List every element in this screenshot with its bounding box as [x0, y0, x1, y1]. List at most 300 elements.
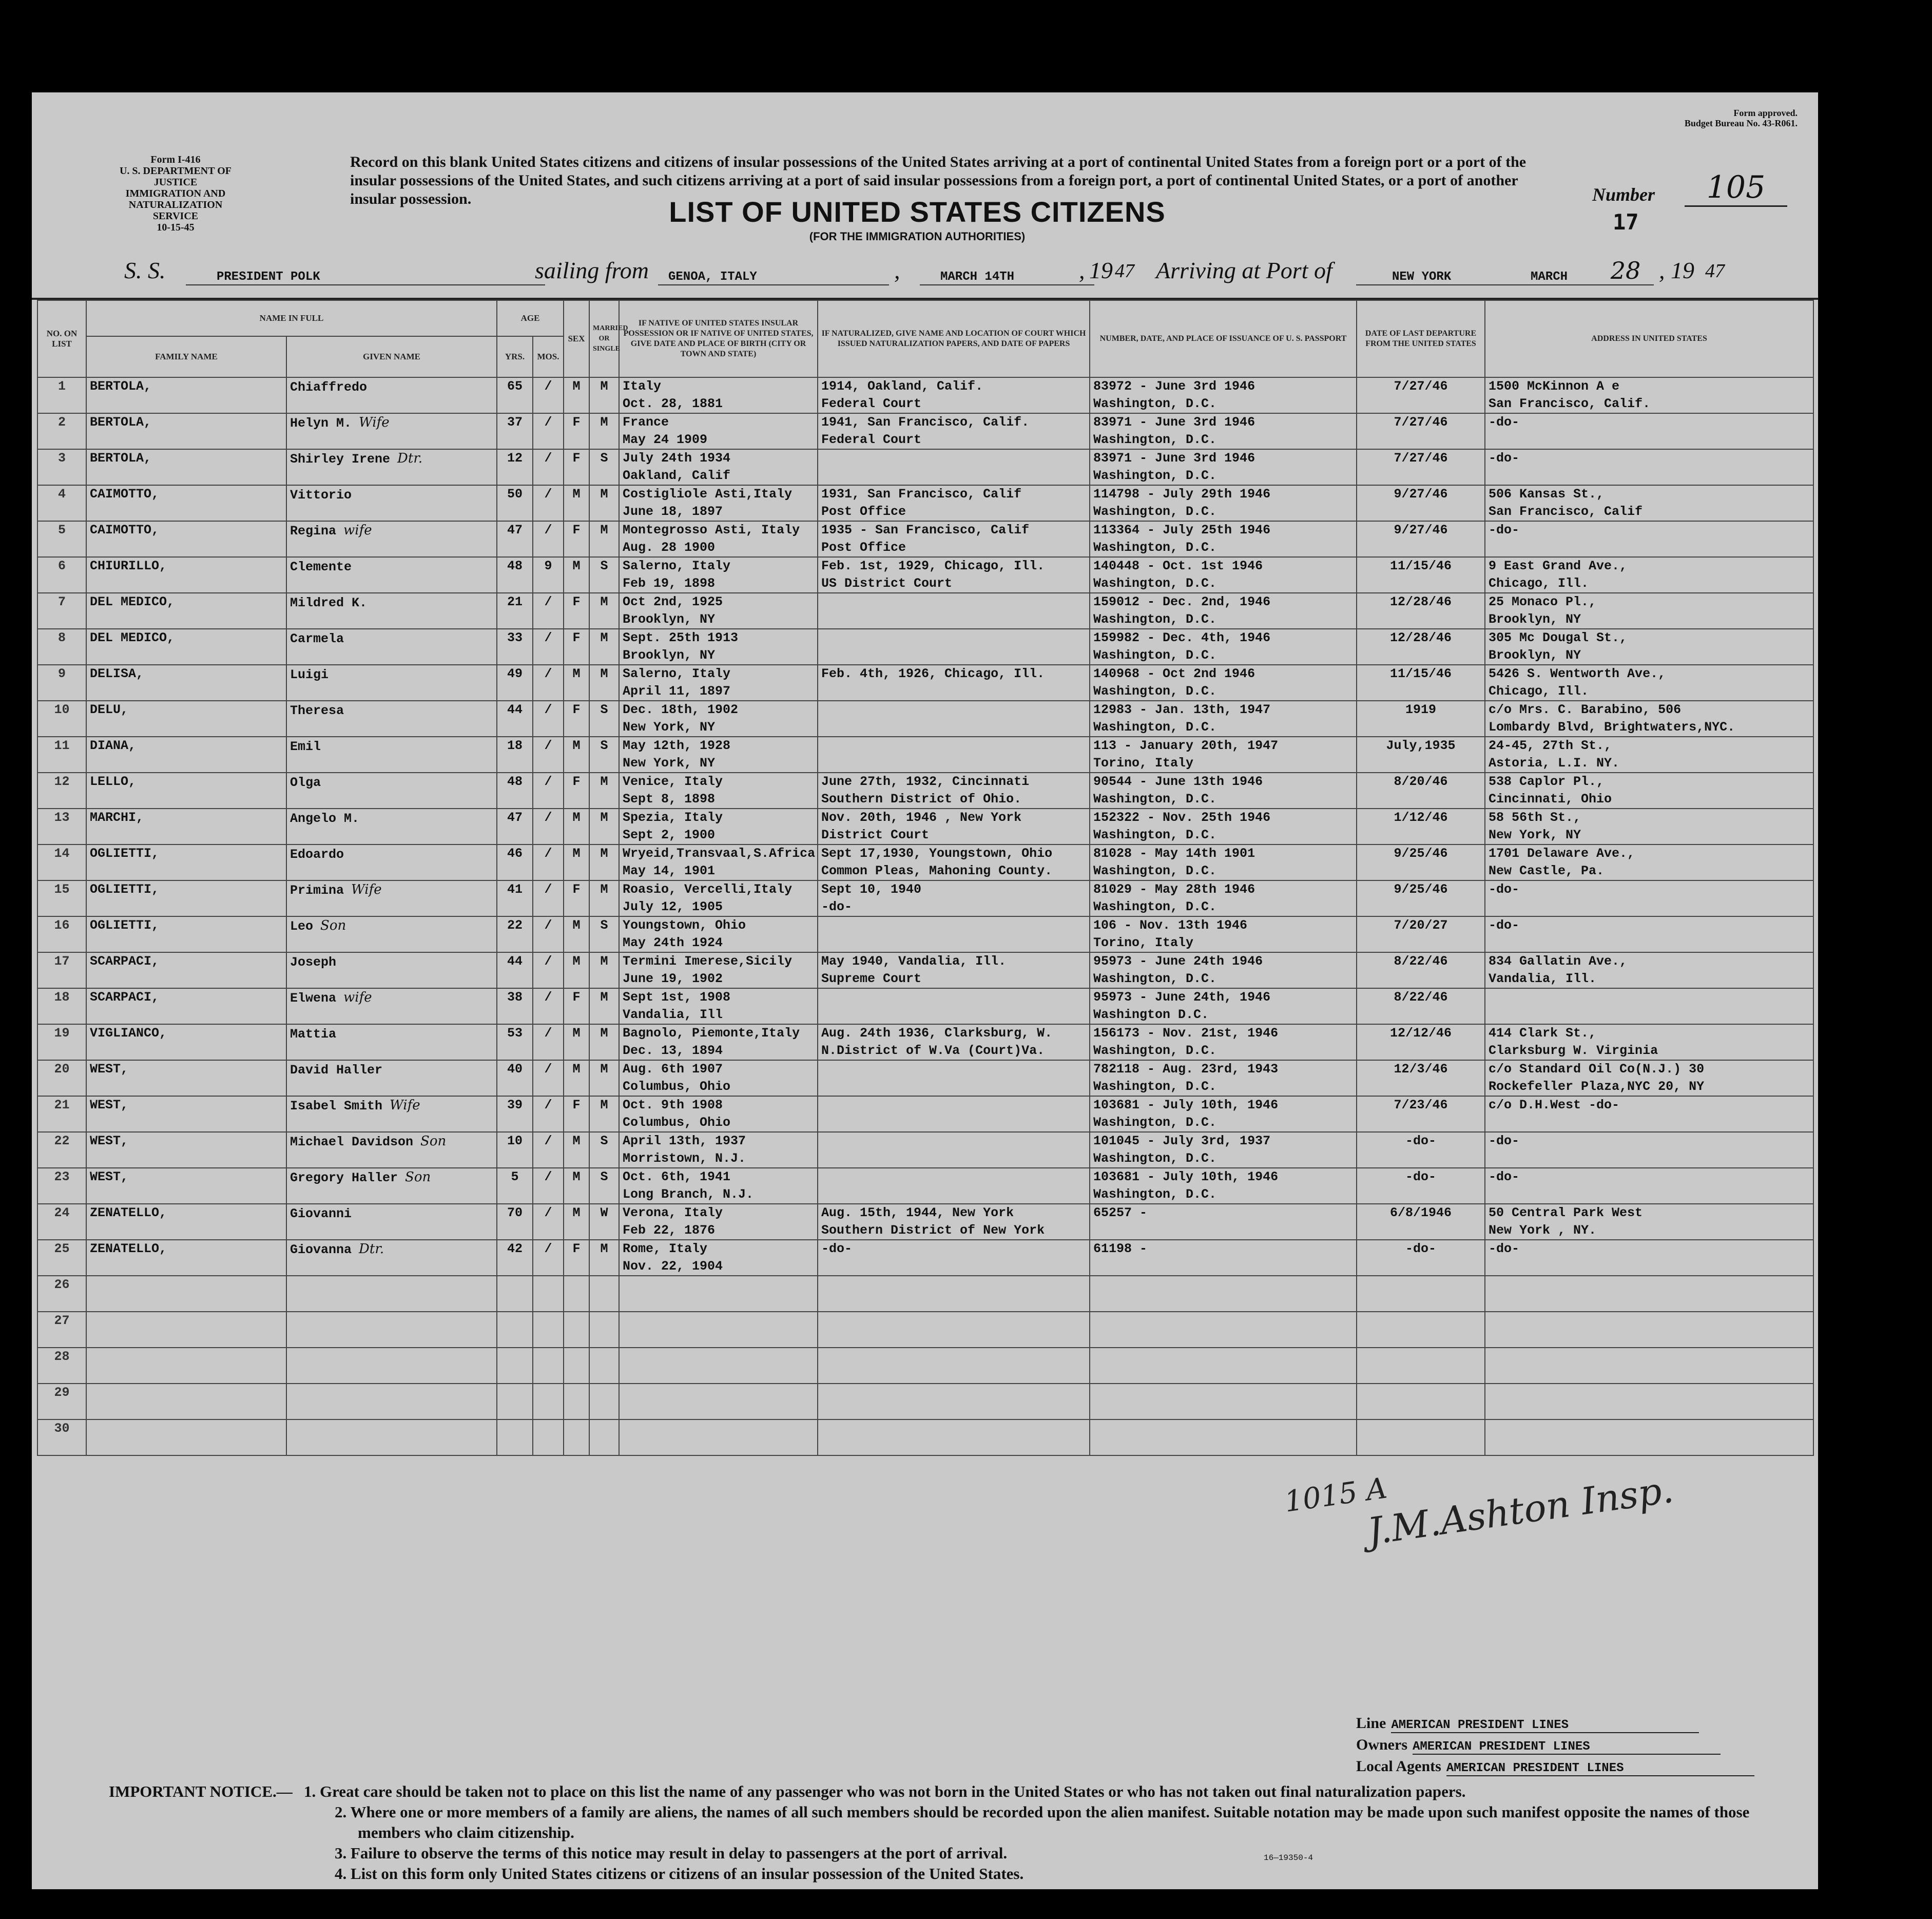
naturalization-info — [818, 1024, 1090, 1060]
naturalization-info-line-2: Southern District of Ohio. — [821, 792, 1022, 807]
naturalization-info — [818, 1060, 1090, 1096]
marital-status: M — [589, 880, 619, 916]
marital-status: M — [589, 665, 619, 701]
us-address — [1485, 557, 1813, 593]
given-name-text: Vittorio — [290, 488, 352, 503]
relation-note: wife — [343, 523, 372, 538]
passport-info-line-2: Washington D.C. — [1093, 1007, 1209, 1022]
marital-status: M — [589, 1240, 619, 1276]
age-years: 50 — [497, 485, 533, 521]
passport-info-line-2: Washington, D.C. — [1093, 863, 1217, 878]
passport-info-line-2: Washington, D.C. — [1093, 899, 1217, 914]
marital-status: M — [589, 1060, 619, 1096]
passport-info-line-2: Washington, D.C. — [1093, 828, 1217, 842]
marital-status — [589, 1348, 619, 1384]
passport-info-line-2: Washington, D.C. — [1093, 1079, 1217, 1094]
birth-info — [619, 737, 818, 773]
birth-info — [619, 1024, 818, 1060]
passport-info — [1090, 1132, 1357, 1168]
marital-status: M — [589, 1024, 619, 1060]
us-address-line-2: Brooklyn, NY — [1489, 648, 1581, 663]
marital-status: S — [589, 557, 619, 593]
given-name-text: Theresa — [290, 703, 344, 718]
naturalization-info — [818, 449, 1090, 485]
birth-info-line-1: Rome, Italy — [623, 1241, 708, 1256]
col-header-name-in-full: NAME IN FULL — [86, 300, 497, 336]
passport-info — [1090, 485, 1357, 521]
passport-info-line-1: 140448 - Oct. 1st 1946 — [1093, 559, 1263, 573]
notice-4: 4. List on this form only United States citizens or citizens of an insular possession of the United States. — [335, 1865, 1024, 1883]
age-months: / — [533, 845, 564, 880]
marital-status: M — [589, 593, 619, 629]
passport-info — [1090, 1276, 1357, 1312]
family-name — [86, 1419, 286, 1455]
sex: F — [564, 773, 589, 809]
given-name — [286, 916, 497, 952]
table-row — [37, 557, 1813, 593]
sex: M — [564, 1132, 589, 1168]
passport-info-line-2: Washington, D.C. — [1093, 504, 1217, 519]
age-years: 10 — [497, 1132, 533, 1168]
us-address-line-2: Vandalia, Ill. — [1489, 971, 1597, 986]
given-name-text: Olga — [290, 775, 321, 790]
passport-info — [1090, 1024, 1357, 1060]
col-header-naturalized: IF NATURALIZED, GIVE NAME AND LOCATION OF COURT WHICH ISSUED NATURALIZATION PAPERS, AND DATE OF PAPERS — [818, 300, 1090, 377]
row-number: 7 — [37, 593, 86, 629]
passport-info — [1090, 845, 1357, 880]
birth-info-line-2: April 11, 1897 — [623, 684, 731, 699]
marital-status: M — [589, 952, 619, 988]
relation-note: Son — [420, 1134, 447, 1149]
age-years: 53 — [497, 1024, 533, 1060]
birth-info-line-2: New York, NY — [623, 720, 716, 735]
last-departure: 7/27/46 — [1357, 449, 1485, 485]
birth-info-line-1: Dec. 18th, 1902 — [623, 702, 739, 717]
us-address-line-1: 50 Central Park West — [1489, 1205, 1643, 1220]
us-address — [1485, 737, 1813, 773]
table-row — [37, 593, 1813, 629]
us-address-line-1: 506 Kansas St., — [1489, 487, 1605, 502]
given-name — [286, 1384, 497, 1419]
birth-info-line-1: Termini Imerese,Sicily — [623, 954, 793, 969]
col-header-sex: SEX — [564, 300, 589, 377]
given-name-text: Clemente — [290, 560, 352, 574]
family-name: WEST, — [86, 1132, 286, 1168]
family-name: DIANA, — [86, 737, 286, 773]
table-row — [37, 1060, 1813, 1096]
us-address — [1485, 916, 1813, 952]
passport-info — [1090, 593, 1357, 629]
age-years: 5 — [497, 1168, 533, 1204]
birth-info-line-2: Long Branch, N.J. — [623, 1187, 754, 1202]
passport-info-line-1: 152322 - Nov. 25th 1946 — [1093, 810, 1271, 825]
birth-info-line-1: Youngstown, Ohio — [623, 918, 746, 933]
table-row — [37, 665, 1813, 701]
birth-info-line-2: May 14, 1901 — [623, 863, 716, 878]
given-name — [286, 1096, 497, 1132]
us-address — [1485, 1168, 1813, 1204]
agents-label: Local Agents — [1356, 1758, 1441, 1775]
marital-status: M — [589, 485, 619, 521]
age-years: 70 — [497, 1204, 533, 1240]
last-departure — [1357, 1348, 1485, 1384]
age-years: 18 — [497, 737, 533, 773]
given-name-text: Joseph — [290, 955, 337, 970]
birth-info — [619, 809, 818, 845]
naturalization-info-line-1: Feb. 1st, 1929, Chicago, Ill. — [821, 559, 1045, 573]
given-name-text: Primina — [290, 883, 344, 898]
passenger-rows — [37, 377, 1813, 1455]
sex: F — [564, 413, 589, 449]
given-name — [286, 1276, 497, 1312]
line-label: Line — [1356, 1715, 1386, 1732]
naturalization-info-line-1: 1935 - San Francisco, Calif — [821, 523, 1030, 538]
last-departure: 12/12/46 — [1357, 1024, 1485, 1060]
inspector-mark: 1015 A — [1282, 1471, 1389, 1519]
row-number: 2 — [37, 413, 86, 449]
sex: M — [564, 809, 589, 845]
sex — [564, 1312, 589, 1348]
passport-info-line-1: 83972 - June 3rd 1946 — [1093, 379, 1255, 394]
sail-year-prefix: 19 — [1089, 257, 1113, 283]
passport-info-line-1: 113 - January 20th, 1947 — [1093, 738, 1279, 753]
us-address-line-1: c/o Mrs. C. Barabino, 506 — [1489, 702, 1682, 717]
birth-info-line-1: Oct. 9th 1908 — [623, 1098, 723, 1112]
passport-info-line-1: 101045 - July 3rd, 1937 — [1093, 1134, 1271, 1148]
naturalization-info-line-1: 1931, San Francisco, Calif — [821, 487, 1022, 502]
age-months — [533, 1276, 564, 1312]
naturalization-info — [818, 880, 1090, 916]
sailing-date: MARCH 14TH — [920, 264, 1094, 285]
birth-info-line-1: Oct. 6th, 1941 — [623, 1169, 731, 1184]
given-name — [286, 1060, 497, 1096]
age-months: / — [533, 988, 564, 1024]
birth-info — [619, 665, 818, 701]
age-months: / — [533, 449, 564, 485]
birth-info-line-1: Wryeid,Transvaal,S.Africa — [623, 846, 816, 861]
last-departure: 1/12/46 — [1357, 809, 1485, 845]
us-address-line-1: -do- — [1489, 1134, 1520, 1148]
age-years: 33 — [497, 629, 533, 665]
row-number: 26 — [37, 1276, 86, 1312]
table-row — [37, 1240, 1813, 1276]
last-departure: 8/22/46 — [1357, 988, 1485, 1024]
arriving-label: Arriving at Port of — [1156, 257, 1332, 283]
naturalization-info-line-2: US District Court — [821, 576, 953, 591]
sex: F — [564, 880, 589, 916]
age-years — [497, 1312, 533, 1348]
birth-info — [619, 880, 818, 916]
col-header-married: MARRIED OR SINGLE — [589, 300, 619, 377]
row-number: 4 — [37, 485, 86, 521]
age-years: 48 — [497, 557, 533, 593]
passport-info — [1090, 1096, 1357, 1132]
age-months: / — [533, 593, 564, 629]
given-name-text: Mattia — [290, 1027, 337, 1042]
age-months: / — [533, 1240, 564, 1276]
birth-info-line-2: Brooklyn, NY — [623, 648, 716, 663]
us-address — [1485, 773, 1813, 809]
age-years: 46 — [497, 845, 533, 880]
passport-info-line-1: 95973 - June 24th 1946 — [1093, 954, 1263, 969]
naturalization-info-line-1: 1914, Oakland, Calif. — [821, 379, 983, 394]
row-number: 25 — [37, 1240, 86, 1276]
row-number: 8 — [37, 629, 86, 665]
given-name — [286, 809, 497, 845]
given-name-text: Carmela — [290, 631, 344, 646]
us-address — [1485, 377, 1813, 413]
birth-info — [619, 988, 818, 1024]
row-number: 30 — [37, 1419, 86, 1455]
us-address — [1485, 701, 1813, 737]
age-months: / — [533, 629, 564, 665]
naturalization-info-line-1: Aug. 24th 1936, Clarksburg, W. — [821, 1026, 1053, 1041]
marital-status: M — [589, 1096, 619, 1132]
sex — [564, 1276, 589, 1312]
naturalization-info — [818, 1132, 1090, 1168]
passport-info — [1090, 449, 1357, 485]
naturalization-info — [818, 593, 1090, 629]
last-departure: 1919 — [1357, 701, 1485, 737]
age-months: / — [533, 413, 564, 449]
birth-info — [619, 1276, 818, 1312]
marital-status: S — [589, 916, 619, 952]
sex: M — [564, 1060, 589, 1096]
row-number: 21 — [37, 1096, 86, 1132]
naturalization-info — [818, 1276, 1090, 1312]
manifest-sheet: Form I-416 U. S. DEPARTMENT OF JUSTICE IMMIGRATION AND NATURALIZATION SERVICE 10-15-45 Form approved. Budget Bureau No. 43-R061. Record on this blank United States citizens and citizens of insular possessions of the United States arriving at a port of continental United States from a foreign port or a port of the insular possessions of the United States, and such citizens arriving at a port of said insular possessions from a foreign port, a port of continental United States, or a port of another insular possession. LIST OF UNITED STATES CITIZENS (FOR THE IMMIGRATION AUTHORITIES) Number 105 17 S. S. PRESIDENT POLK sailing from GENOA, ITALY , MARCH 14TH , 19 47 Arriving at Port of NEW YORK MARCH 28 , 19 47 NO. ON LIST NAME IN FULL AGE SEX MARRIED OR SINGLE IF NATIVE OF UNITED STATES INSULAR POSSESSION OR IF NATIVE OF UNITED STATES, GIVE DATE AND PLACE OF BIRTH (CITY OR TOWN AND STATE) IF NATURALIZED, GIVE NAME AND LOCATION OF COURT WHICH ISSUED NATURALIZATION PAPERS, AND DATE OF PAPERS NUMBER, DATE, AND PLACE OF ISSUANCE OF U. S. PASSPORT DATE OF LAST DEPARTURE FROM THE UNITED STATES ADDRESS IN UNITED STATES FAMILY NAME GIVEN NAME YRS. MOS. 1 BERTOLA, Chiaffredo 65 / M M Italy Oct. 28, 1881 1914, Oakland, Calif. Federal Court 83972 - June 3rd 1946 Washington, D.C. 7/27/46 1500 McKinnon A e San Francisco, Calif. 2 BERTOLA, Helyn M. Wife 37 / F M France May 24 1909 1941, San Francisco, Calif. Federal Court 83971 - June 3rd 1946 Washington, D.C. 7/27/46 -do- 3 BERTOLA, Shirley Irene Dtr. 12 / F S July 24th 1934 Oakland, Calif 83971 - June 3rd 1946 Washington, D.C. 7/27/46 -do- 4 CAIMOTTO, Vittorio 50 / M M Costigliole Asti,Italy June 18, 1897 1931, San Francisco, Calif Post Office 114798 - July 29th 1946 Washington, D.C. 9/27/46 506 Kansas St., San Francisco, Calif 5 CAIMOTTO, Regina wife 47 / F M Montegrosso Asti, Italy Aug. 28 1900 1935 - San Francisco, Calif Post Office 113364 - July 25th 1946 Washington, D.C. 9/27/46 -do- 6 CHIURILLO, Clemente 48 9 M S Salerno, Italy Feb 19, 1898 Feb. 1st, 1929, Chicago, Ill. US District Court 140448 - Oct. 1st 1946 Washington, D.C. 11/15/46 9 East Grand Ave., Chicago, Ill. 7 DEL MEDICO, Mildred K. 21 / F M Oct 2nd, 1925 Brooklyn, NY 159012 - Dec. 2nd, 1946 Washington, D.C. 12/28/46 25 Monaco Pl., Brooklyn, NY 8 DEL MEDICO, Carmela 33 / F M Sept. 25th 1913 Brooklyn, NY 159982 - Dec. 4th, 1946 Washington, D.C. 12/28/46 305 Mc Dougal St., Brooklyn, NY 9 DELISA, Luigi 49 / M M Salerno, Italy April 11, 1897 Feb. 4th, 1926, Chicago, Ill. 140968 - Oct 2nd 1946 Washington, D.C. 11/15/46 5426 S. Wentworth Ave., Chicago, Ill. 10 DELU, Theresa 44 / F S Dec. 18th, 1902 New York, NY 12983 - Jan. 13th, 1947 Washington, D.C. 1919 c/o Mrs. C. Barabino, 506 Lombardy Blvd, Brightwaters,NYC. 11 DIANA, Emil 18 / M S May 12th, 1928 New York, NY 113 - January 20th, 1947 Torino, Italy July,1935 24-45, 27th St., Astoria, L.I. NY. 12 LELLO, Olga 48 / F M Venice, Italy Sept 8, 1898 June 27th, 1932, Cincinnati Southern District of Ohio. 90544 - June 13th 1946 Washington, D.C. 8/20/46 538 Caplor Pl., Cincinnati, Ohio 13 MARCHI, Angelo M. 47 / M M Spezia, Italy Sept 2, 1900 Nov. 20th, 1946 , New York District Court 152322 - Nov. 25th 1946 Washington, D.C. 1/12/46 58 56th St., New York, NY 14 OGLIETTI, Edoardo 46 / M M Wryeid,Transvaal,S.Africa May 14, 1901 Sept 17,1930, Youngstown, Ohio Common Pleas, Mahoning County. 81028 - May 14th 1901 Washington, D.C. 9/25/46 1701 Delaware Ave., New Castle, Pa. 15 OGLIETTI, Primina Wife 41 / F M Roasio, Vercelli,Italy July 12, 1905 Sept 10, 1940 -do- 81029 - May 28th 1946 Washington, D.C. 9/25/46 -do- 16 OGLIETTI, Leo Son 22 / M S Youngstown, Ohio May 24th 1924 106 - Nov. 13th 1946 Torino, Italy 7/20/27 -do- 17 SCARPACI, Joseph 44 / M M Termini Imerese,Sicily June 19, 1902 May 1940, Vandalia, Ill. Supreme Court 95973 - June 24th 1946 Washington, D.C. 8/22/46 834 Gallatin Ave., Vandalia, Ill. 18 SCARPACI, Elwena wife 38 / F M Sept 1st, 1908 Vandalia, Ill 95973 - June 24th, 1946 Washington D.C. 8/22/46 19 VIGLIANCO, Mattia 53 / M M Bagnolo, Piemonte,Italy Dec. 13, 1894 Aug. 24th 1936, Clarksburg, W. N.District of W.Va (Court)Va. 156173 - Nov. 21st, 1946 Washington, D.C. 12/12/46 414 Clark St., Clarksburg W. Virginia 20 WEST, David Haller 40 / M M Aug. 6th 1907 Columbus, Ohio 782118 - Aug. 23rd, 1943 Washington, D.C. 12/3/46 c/o Standard Oil Co(N.J.) 30 Rockefeller Plaza,NYC 20, NY 21 WEST, Isabel Smith Wife 39 / F M Oct. 9th 1908 Columbus, Ohio 103681 - July 10th, 1946 Washington, D.C. 7/23/46 c/o D.H.West -do- 22 WEST, Michael Davidson Son 10 / M S April 13th, 1937 Morristown, N.J. 101045 - July 3rd, 1937 Washington, D.C. -do- -do- 23 WEST, Gregory Haller Son 5 / M S Oct. 6th, 1941 Long Branch, N.J. 103681 - July 10th, 1946 Washington, D.C. -do- -do- 24 ZENATELLO, Giovanni 70 / M W Verona, Italy Feb 22, 1876 Aug. 15th, 1944, New York Southern District of New York 65257 - 6/8/1946 50 Central Park West New York , NY. 25 ZENATELLO, Giovanna Dtr. 42 / F M Rome, Italy Nov. 22, 1904 -do- 61198 - -do- -do- 26 27 28 29 30 1015 A J.M.Ashton Insp. Line AMERICAN PRESIDENT LINES Owners AMERICAN PRESIDENT LINES Local Agents AMERICAN PRESIDENT LINES IMPORTANT NOTICE.— 1. Great care should be taken not to place on this list the name of any passenger who was not born in the United States or who has not taken out final naturalization papers. 2. Where one or more members of a family are aliens, the names of all such members should be recorded upon the alien manifest. Suitable notation may be made upon such manifest opposite the names of those members who claim citizenship. 3. Failure to observe the terms of this notice may result in delay to passengers at the port of arrival. 4. List on this form only United States citizens or citizens of an insular possession of the United States. 16—19350-4 — [32, 92, 1818, 1889]
passport-info-line-2: Washington, D.C. — [1093, 396, 1217, 411]
notice-1: 1. Great care should be taken not to place on this list the name of any passenger who was not born in the United States or who has not taken out final naturalization papers. — [304, 1782, 1466, 1800]
us-address-line-1: 24-45, 27th St., — [1489, 738, 1612, 753]
ss-label: S. S. — [124, 257, 166, 283]
us-address — [1485, 1132, 1813, 1168]
age-months: 9 — [533, 557, 564, 593]
us-address-line-1: -do- — [1489, 918, 1520, 933]
given-name-text: Regina — [290, 524, 337, 539]
table-row — [37, 1276, 1813, 1312]
table-row — [37, 629, 1813, 665]
given-name — [286, 737, 497, 773]
birth-info-line-2: June 18, 1897 — [623, 504, 723, 519]
passport-info-line-2: Washington, D.C. — [1093, 1187, 1217, 1202]
birth-info-line-2: Sept 2, 1900 — [623, 828, 716, 842]
us-address — [1485, 449, 1813, 485]
us-address-line-1: 58 56th St., — [1489, 810, 1581, 825]
age-months — [533, 1312, 564, 1348]
row-number: 3 — [37, 449, 86, 485]
row-number: 16 — [37, 916, 86, 952]
last-departure: 8/22/46 — [1357, 952, 1485, 988]
us-address-line-1: 834 Gallatin Ave., — [1489, 954, 1628, 969]
family-name: OGLIETTI, — [86, 916, 286, 952]
sex: F — [564, 1240, 589, 1276]
table-row — [37, 1312, 1813, 1348]
naturalization-info-line-1: 1941, San Francisco, Calif. — [821, 415, 1030, 430]
sex: M — [564, 485, 589, 521]
given-name-text: David Haller — [290, 1063, 383, 1078]
row-number: 17 — [37, 952, 86, 988]
naturalization-info — [818, 413, 1090, 449]
marital-status: M — [589, 809, 619, 845]
passport-info-line-2: Torino, Italy — [1093, 756, 1194, 771]
sex — [564, 1348, 589, 1384]
marital-status: S — [589, 737, 619, 773]
table-row — [37, 773, 1813, 809]
passport-info — [1090, 916, 1357, 952]
us-address-line-1: 538 Caplor Pl., — [1489, 774, 1605, 789]
age-months: / — [533, 521, 564, 557]
us-address-line-2: Chicago, Ill. — [1489, 576, 1589, 591]
us-address — [1485, 1204, 1813, 1240]
marital-status: S — [589, 449, 619, 485]
passport-info — [1090, 1312, 1357, 1348]
given-name — [286, 665, 497, 701]
age-years — [497, 1348, 533, 1384]
arrival-month: MARCH — [1520, 264, 1602, 285]
last-departure: 7/23/46 — [1357, 1096, 1485, 1132]
naturalization-info-line-1: Feb. 4th, 1926, Chicago, Ill. — [821, 666, 1045, 681]
age-months: / — [533, 1204, 564, 1240]
us-address — [1485, 880, 1813, 916]
birth-info-line-2: July 12, 1905 — [623, 899, 723, 914]
naturalization-info-line-1: Sept 17,1930, Youngstown, Ohio — [821, 846, 1053, 861]
col-header-departure: DATE OF LAST DEPARTURE FROM THE UNITED STATES — [1357, 300, 1485, 377]
given-name-text: Mildred K. — [290, 596, 368, 610]
birth-info-line-1: July 24th 1934 — [623, 451, 731, 466]
given-name-text: Giovanni — [290, 1206, 352, 1221]
sex: M — [564, 952, 589, 988]
given-name — [286, 521, 497, 557]
us-address — [1485, 1384, 1813, 1419]
age-months: / — [533, 916, 564, 952]
family-name: LELLO, — [86, 773, 286, 809]
birth-info-line-2: New York, NY — [623, 756, 716, 771]
us-address-line-2: Rockefeller Plaza,NYC 20, NY — [1489, 1079, 1705, 1094]
passport-info-line-1: 103681 - July 10th, 1946 — [1093, 1098, 1279, 1112]
naturalization-info — [818, 845, 1090, 880]
sex: M — [564, 916, 589, 952]
birth-info-line-2: May 24 1909 — [623, 432, 708, 447]
naturalization-info — [818, 557, 1090, 593]
family-name: BERTOLA, — [86, 377, 286, 413]
last-departure — [1357, 1312, 1485, 1348]
owners-value: AMERICAN PRESIDENT LINES — [1413, 1740, 1721, 1755]
col-header-age: AGE — [497, 300, 564, 336]
birth-info — [619, 1096, 818, 1132]
birth-info-line-2: Feb 22, 1876 — [623, 1223, 716, 1238]
given-name — [286, 1132, 497, 1168]
relation-note: Son — [320, 918, 346, 933]
sex: M — [564, 665, 589, 701]
us-address-line-2: Lombardy Blvd, Brightwaters,NYC. — [1489, 720, 1735, 735]
table-row — [37, 809, 1813, 845]
naturalization-info — [818, 377, 1090, 413]
given-name — [286, 485, 497, 521]
marital-status — [589, 1276, 619, 1312]
given-name-text: Gregory Haller — [290, 1170, 398, 1185]
last-departure: 12/28/46 — [1357, 629, 1485, 665]
naturalization-info-line-2: Southern District of New York — [821, 1223, 1045, 1238]
age-months: / — [533, 809, 564, 845]
approval-note: Form approved. Budget Bureau No. 43-R061. — [1684, 108, 1798, 128]
passport-info-line-2: Washington, D.C. — [1093, 612, 1217, 627]
given-name — [286, 557, 497, 593]
birth-info-line-2: Columbus, Ohio — [623, 1115, 731, 1130]
us-address — [1485, 629, 1813, 665]
birth-info-line-1: Sept 1st, 1908 — [623, 990, 731, 1005]
us-address-line-2: San Francisco, Calif. — [1489, 396, 1651, 411]
given-name — [286, 845, 497, 880]
col-header-no: NO. ON LIST — [37, 300, 86, 377]
birth-info-line-2: Aug. 28 1900 — [623, 540, 716, 555]
age-years: 42 — [497, 1240, 533, 1276]
passport-info — [1090, 557, 1357, 593]
marital-status: M — [589, 629, 619, 665]
col-header-yrs: YRS. — [497, 336, 533, 377]
sex: M — [564, 1168, 589, 1204]
passport-info-line-1: 103681 - July 10th, 1946 — [1093, 1169, 1279, 1184]
given-name-text: Edoardo — [290, 847, 344, 862]
birth-info — [619, 952, 818, 988]
naturalization-info — [818, 1240, 1090, 1276]
family-name: VIGLIANCO, — [86, 1024, 286, 1060]
given-name-text: Giovanna — [290, 1242, 352, 1257]
relation-note: Wife — [359, 415, 390, 430]
age-months: / — [533, 485, 564, 521]
given-name-text: Shirley Irene — [290, 452, 391, 467]
given-name-text: Elwena — [290, 991, 337, 1006]
naturalization-info — [818, 988, 1090, 1024]
naturalization-info-line-2: Post Office — [821, 504, 906, 519]
passport-info-line-1: 114798 - July 29th 1946 — [1093, 487, 1271, 502]
family-name: OGLIETTI, — [86, 880, 286, 916]
last-departure: 11/15/46 — [1357, 665, 1485, 701]
birth-info-line-2: May 24th 1924 — [623, 935, 723, 950]
last-departure: -do- — [1357, 1168, 1485, 1204]
passport-info-line-2: Washington, D.C. — [1093, 468, 1217, 483]
notice-3: 3. Failure to observe the terms of this notice may result in delay to passengers at the port of arrival. — [335, 1844, 1008, 1862]
age-years: 47 — [497, 521, 533, 557]
table-row — [37, 377, 1813, 413]
birth-info — [619, 629, 818, 665]
naturalization-info-line-2: Supreme Court — [821, 971, 922, 986]
age-months: / — [533, 1060, 564, 1096]
passport-info — [1090, 988, 1357, 1024]
passport-info-line-2: Washington, D.C. — [1093, 1151, 1217, 1166]
given-name-text: Helyn M. — [290, 416, 352, 431]
sex: M — [564, 737, 589, 773]
us-address-line-1: 305 Mc Dougal St., — [1489, 630, 1628, 645]
important-notice — [109, 1781, 1777, 1884]
passport-info — [1090, 665, 1357, 701]
given-name — [286, 1312, 497, 1348]
us-address-line-2: New York , NY. — [1489, 1223, 1597, 1238]
age-months: / — [533, 665, 564, 701]
relation-note: Dtr. — [397, 451, 423, 466]
passport-info — [1090, 1348, 1357, 1384]
passport-info-line-2: Washington, D.C. — [1093, 576, 1217, 591]
age-years: 44 — [497, 952, 533, 988]
age-months: / — [533, 701, 564, 737]
given-name-text: Michael Davidson — [290, 1135, 414, 1149]
form-identifier: Form I-416 U. S. DEPARTMENT OF JUSTICE IMMIGRATION AND NATURALIZATION SERVICE 10-15-45 — [119, 154, 232, 233]
table-row — [37, 1419, 1813, 1455]
given-name — [286, 988, 497, 1024]
age-years: 39 — [497, 1096, 533, 1132]
relation-note: Wife — [351, 882, 382, 897]
age-months: / — [533, 1132, 564, 1168]
